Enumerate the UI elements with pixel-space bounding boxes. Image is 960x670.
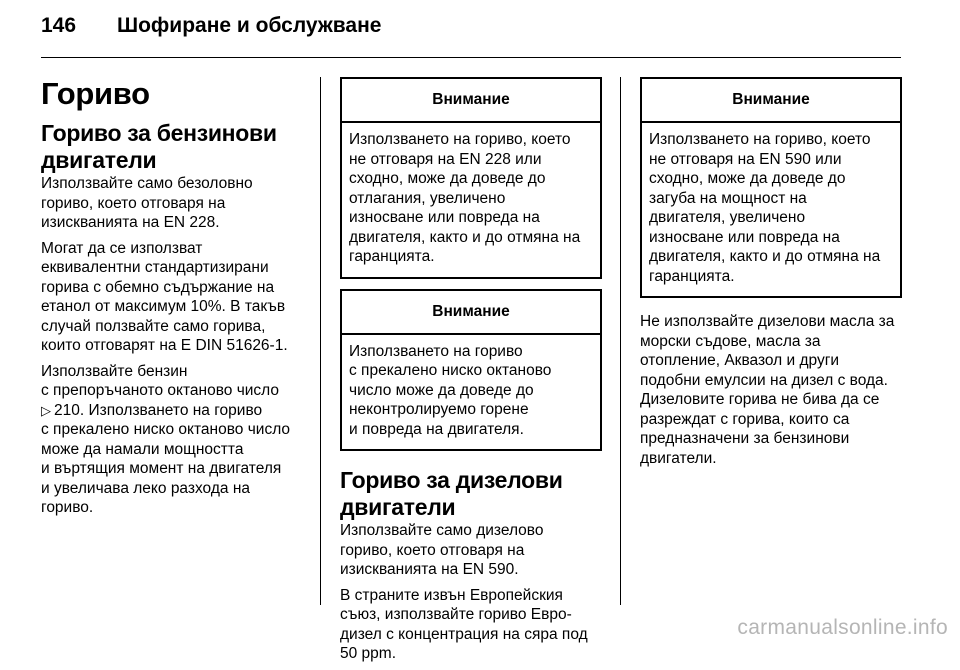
page-number: 146: [41, 14, 77, 37]
column-divider: [620, 77, 621, 605]
warning-body: Използването на гориво, което не отговаря на EN 590 или сходно, може да доведе до загуба на мощност на двигателя, увеличено износване или повреда на двигателя, както и до отмяна на гаранцията.: [649, 131, 881, 285]
warning-title: Внимание: [642, 79, 900, 123]
column-divider: [320, 77, 321, 605]
diesel-paragraph-3: Не използвайте дизелови масла за морски съдове, масла за отопление, Аквазол и други подобни емулсии на дизел с вода. Дизеловите горива не бива да се разреждат с горива, които са предназначени за бензинови двигатели.: [640, 313, 895, 467]
petrol-paragraph-1: Използвайте само безоловно гориво, което отговаря на изискванията на EN 228.: [41, 175, 253, 231]
column-2: [340, 77, 602, 670]
arrow-reference-icon[interactable]: ▷: [41, 402, 51, 418]
warning-title: Внимание: [342, 79, 600, 123]
warning-title: Внимание: [342, 291, 600, 335]
petrol-fuel-heading: Гориво за бензинови двигатели: [41, 120, 277, 173]
warning-box-diesel-standard: [640, 77, 902, 298]
page-reference-text: 210. Използването на гориво с прекалено ниско октаново число може да намали мощността и въртящия момент на двигателя и увеличава леко разхода на гориво.: [41, 401, 291, 516]
warning-box-petrol-standard: [340, 77, 602, 279]
warning-body: Използването на гориво, което не отговаря на EN 228 или сходно, може да доведе до отлагания, увеличено износване или повреда на двигателя, както и до отмяна на гаранцията.: [349, 131, 581, 265]
petrol-paragraph-3-start: Използвайте бензин с препоръчаното октаново число: [41, 362, 280, 399]
petrol-paragraph-3: [41, 362, 303, 518]
diesel-fuel-heading: Гориво за дизелови двигатели: [340, 467, 563, 520]
petrol-paragraph-2: Могат да се използват еквивалентни стандартизирани горива с обемно съдържание на етанол от максимум 10%. В такъв случай ползвайте само горива, които отговарят на E DIN 51626-1.: [41, 239, 288, 354]
diesel-paragraph-2: В страните извън Европейския съюз, използвайте гориво Евро- дизел с концентрация на сяра под 50 ppm.: [340, 586, 588, 662]
warning-box-octane: [340, 289, 602, 452]
section-title: Шофиране и обслужване: [117, 14, 382, 37]
diesel-paragraph-1: Използвайте само дизелово гориво, което отговаря на изискванията на EN 590.: [340, 522, 544, 578]
warning-body: Използването на гориво с прекалено ниско октаново число може да доведе до неконтролируемо горене и повреда на двигателя.: [349, 342, 552, 438]
column-1: [41, 77, 303, 524]
column-3: [640, 77, 902, 474]
header-rule: [41, 57, 901, 58]
main-heading: Гориво: [41, 76, 150, 111]
watermark: carmanualsonline.info: [737, 616, 948, 639]
